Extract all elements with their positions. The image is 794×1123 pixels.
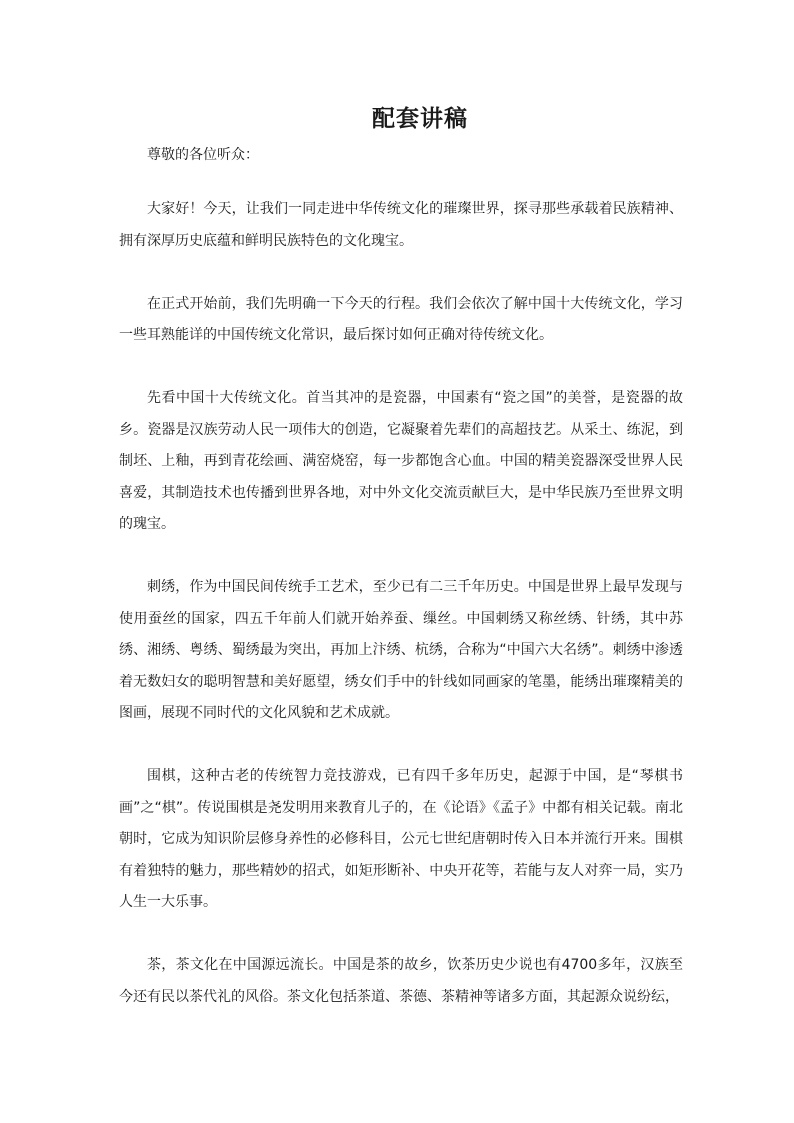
paragraph-porcelain: 先看中国十大传统文化。首当其冲的是瓷器，中国素有“瓷之国”的美誉，是瓷器的故乡。瓷器是汉族劳动人民一项伟大的创造，它凝聚着先辈们的高超技艺。从采土、练泥，到制坯、上釉，再到青花绘画、满窑烧窑，每一步都饱含心血。中国的精美瓷器深受世界人民喜爱，其制造技术也传播到世界各地，对中外文化交流贡献巨大，是中华民族乃至世界文明的瑰宝。 — [119, 390, 683, 532]
salutation: 尊敬的各位听众： — [147, 147, 259, 163]
paragraph-greeting: 大家好！今天，让我们一同走进中华传统文化的璀璨世界，探寻那些承载着民族精神、拥有深厚历史底蕴和鲜明民族特色的文化瑰宝。 — [119, 201, 683, 249]
document-body — [119, 194, 683, 1045]
paragraph-go: 围棋，这种古老的传统智力竞技游戏，已有四千多年历史，起源于中国，是“琴棋书画”之“棋”。传说围棋是尧发明用来教育儿子的，在《论语》《孟子》中都有相关记载。南北朝时，它成为知识阶层修身养性的必修科目，公元七世纪唐朝时传入日本并流行开来。围棋有着独特的魅力，那些精妙的招式，如矩形断补、中央开花等，若能与友人对弈一局，实乃人生一大乐事。 — [119, 768, 683, 910]
paragraph-agenda: 在正式开始前，我们先明确一下今天的行程。我们会依次了解中国十大传统文化，学习一些耳熟能详的中国传统文化常识，最后探讨如何正确对待传统文化。 — [119, 295, 683, 343]
paragraph-tea: 茶，茶文化在中国源远流长。中国是茶的故乡，饮茶历史少说也有4700多年，汉族至今还有民以茶代礼的风俗。茶文化包括茶道、茶德、茶精神等诸多方面，其起源众说纷纭， — [119, 957, 683, 1005]
document-title: 配套讲稿 — [372, 105, 468, 132]
paragraph-embroidery: 刺绣，作为中国民间传统手工艺术，至少已有二三千年历史。中国是世界上最早发现与使用蚕丝的国家，四五千年前人们就开始养蚕、缫丝。中国刺绣又称丝绣、针绣，其中苏绣、湘绣、粤绣、蜀绣最为突出，再加上汴绣、杭绣，合称为“中国六大名绣”。刺绣中渗透着无数妇女的聪明智慧和美好愿望，绣女们手中的针线如同画家的笔墨，能绣出璀璨精美的图画，展现不同时代的文化风貌和艺术成就。 — [119, 579, 683, 721]
